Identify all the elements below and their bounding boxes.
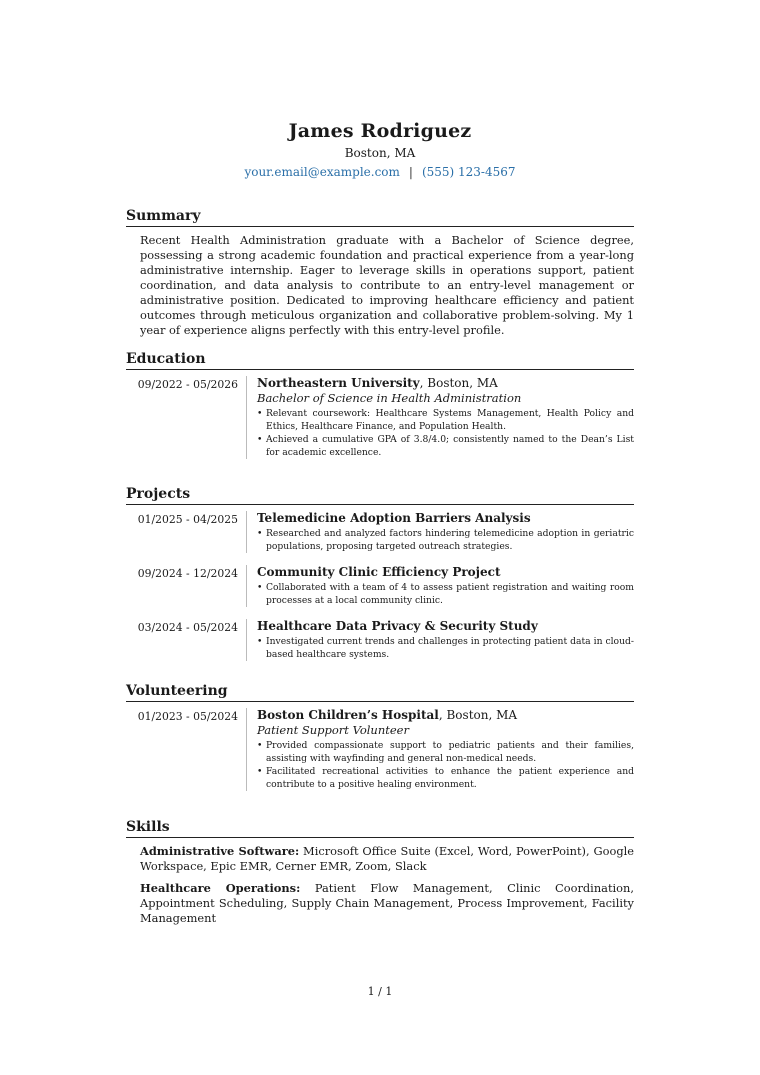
skill-value: Patient Flow Management, Clinic Coordination, Appointment Scheduling, Supply Chain Management, Process Improvement, Facility Management: [140, 881, 634, 925]
entry-bullets: [257, 739, 634, 791]
bullet-item: • Facilitated recreational activities to enhance the patient experience and contribute to a positive healing environment.: [257, 765, 634, 791]
bullet-item: • Collaborated with a team of 4 to assess patient registration and waiting room processes at a local community clinic.: [257, 581, 634, 607]
education-entry: [126, 376, 634, 459]
volunteering-heading: Volunteering: [126, 683, 634, 702]
entry-role: Bachelor of Science in Health Administration: [257, 391, 522, 405]
volunteering-entry: [126, 708, 634, 791]
candidate-name: James Rodriguez: [288, 120, 472, 142]
entry-body: [247, 708, 634, 791]
bullet-item: • Relevant coursework: Healthcare Systems Management, Health Policy and Ethics, Healthcare Finance, and Population Health.: [257, 407, 634, 433]
entry-date: 09/2022 - 05/2026: [126, 376, 247, 459]
entry-title: [257, 376, 634, 391]
entry-role: Patient Support Volunteer: [257, 723, 409, 737]
entry-org: Boston Children’s Hospital: [257, 708, 439, 722]
bullet-item: • Researched and analyzed factors hindering telemedicine adoption in geriatric populations, proposing targeted outreach strategies.: [257, 527, 634, 553]
skills-section: [126, 819, 634, 933]
candidate-location: Boston, MA: [344, 146, 416, 160]
volunteering-section: [126, 683, 634, 803]
entry-bullets: [257, 581, 634, 607]
entry-date: 09/2024 - 12/2024: [126, 565, 247, 607]
education-section: [126, 351, 634, 471]
entry-title: [257, 708, 634, 723]
page-number: 1 / 1: [367, 985, 393, 998]
entry-body: [247, 619, 634, 661]
entry-date: 03/2024 - 05/2024: [126, 619, 247, 661]
project-entry: [126, 619, 634, 661]
projects-section: [126, 486, 634, 673]
project-entry: [126, 511, 634, 553]
entry-body: [247, 565, 634, 607]
summary-text: Recent Health Administration graduate with a Bachelor of Science degree, possessing a strong academic foundation and practical experience from a year-long administrative internship. Eager to leverage skills in operations support, patient coordination, and data analysis to contribute to an entry-level management or administrative position. Dedicated to improving healthcare efficiency and patient outcomes through meticulous organization and collaborative problem-solving. My 1 year of experience aligns perfectly with this entry-level profile.: [140, 233, 634, 337]
entry-org: Healthcare Data Privacy & Security Study: [257, 619, 538, 633]
entry-org: Northeastern University: [257, 376, 420, 390]
bullet-item: • Investigated current trends and challenges in protecting patient data in cloud-based healthcare systems.: [257, 635, 634, 661]
entry-bullets: [257, 527, 634, 553]
education-heading: Education: [126, 351, 634, 370]
email-link[interactable]: your.email@example.com: [244, 165, 400, 179]
entry-title: [257, 565, 634, 580]
projects-heading: Projects: [126, 486, 634, 505]
skill-label: Healthcare Operations:: [140, 881, 301, 895]
phone-link[interactable]: (555) 123-4567: [421, 165, 516, 179]
entry-title: [257, 511, 634, 526]
entry-place: , Boston, MA: [419, 376, 498, 390]
bullet-item: • Provided compassionate support to pediatric patients and their families, assisting with wayfinding and general non-medical needs.: [257, 739, 634, 765]
contact-line: [0, 165, 760, 179]
skill-line: [126, 881, 634, 926]
skill-value: Microsoft Office Suite (Excel, Word, PowerPoint), Google Workspace, Epic EMR, Cerner EMR, Zoom, Slack: [140, 844, 634, 873]
entry-bullets: [257, 407, 634, 459]
resume-header: [0, 120, 760, 179]
entry-bullets: [257, 635, 634, 661]
bullet-item: • Achieved a cumulative GPA of 3.8/4.0; consistently named to the Dean’s List for academic excellence.: [257, 433, 634, 459]
skill-line: [126, 844, 634, 874]
summary-heading: Summary: [126, 208, 634, 227]
entry-org: Community Clinic Efficiency Project: [257, 565, 501, 579]
entry-place: , Boston, MA: [438, 708, 518, 722]
project-entry: [126, 565, 634, 607]
entry-body: [247, 376, 634, 459]
entry-date: 01/2023 - 05/2024: [126, 708, 247, 791]
entry-date: 01/2025 - 04/2025: [126, 511, 247, 553]
entry-title: [257, 619, 634, 634]
entry-org: Telemedicine Adoption Barriers Analysis: [257, 511, 531, 525]
entry-body: [247, 511, 634, 553]
summary-section: [126, 208, 634, 338]
skill-label: Administrative Software:: [140, 844, 300, 858]
contact-separator: |: [408, 165, 413, 179]
skills-heading: Skills: [126, 819, 634, 838]
